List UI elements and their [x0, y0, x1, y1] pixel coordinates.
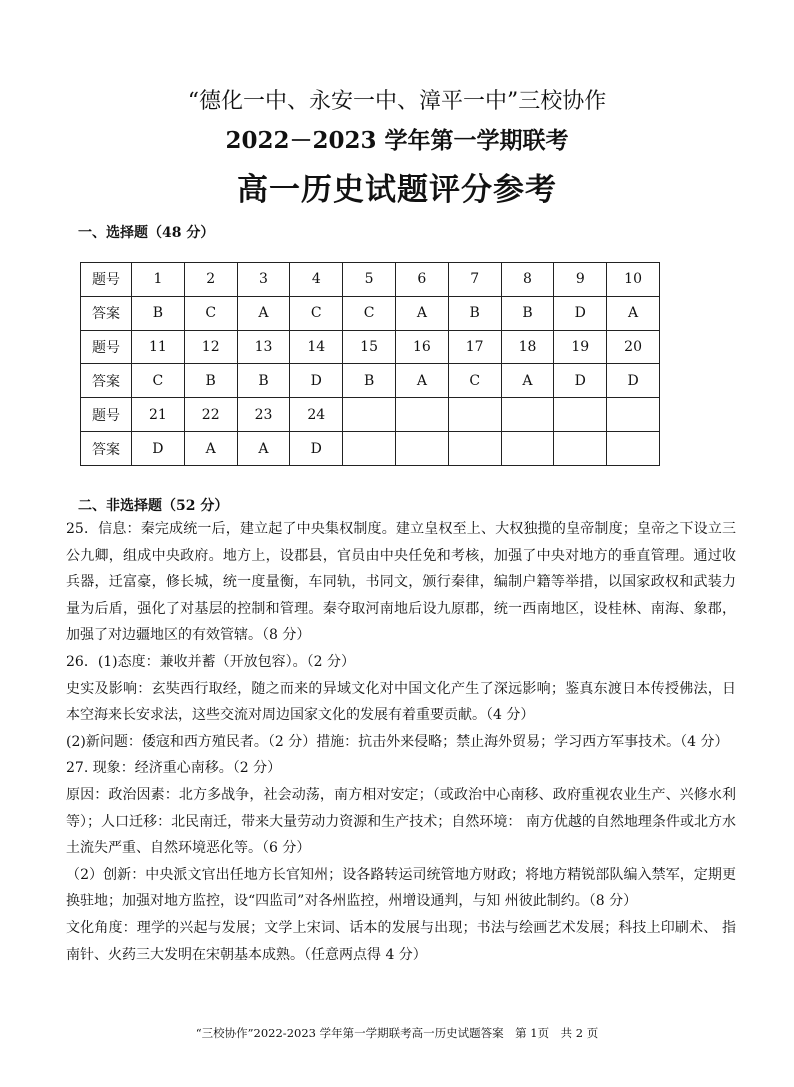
table-row [81, 296, 660, 330]
table-row [81, 364, 660, 398]
table-cell: 13 [237, 330, 290, 364]
table-cell: A [395, 296, 448, 330]
table-cell: D [290, 364, 343, 398]
table-cell: C [343, 296, 396, 330]
section2-heading: 二、非选择题（52 分） [78, 498, 229, 514]
table-row-header: 题号 [81, 398, 132, 432]
table-cell [343, 398, 396, 432]
answer-paragraph-q27-1: 27. 现象：经济重心南移。（2 分） [66, 760, 282, 777]
table-cell: B [343, 364, 396, 398]
answer-paragraph-q26-1-detail: 史实及影响：玄奘西行取经，随之而来的异域文化对中国文化产生了深远影响；鉴真东渡日本传授佛法，日本空海来长安求法，这些交流对周边国家文化的发展有着重要贡献。（4 分） [66, 680, 736, 724]
table-cell: 21 [132, 398, 185, 432]
table-cell: 10 [607, 263, 660, 297]
table-cell: 7 [448, 263, 501, 297]
table-cell: 11 [132, 330, 185, 364]
table-cell: A [184, 432, 237, 466]
table-cell: A [237, 296, 290, 330]
table-row [81, 398, 660, 432]
answer-paragraph-q26-2: (2)新问题：倭寇和西方殖民者。（2 分）措施：抗击外来侵略；禁止海外贸易；学习西方军事技术。（4 分） [66, 733, 729, 750]
table-cell: 3 [237, 263, 290, 297]
table-row [81, 432, 660, 466]
table-cell: 8 [501, 263, 554, 297]
page-footer: “三校协作”2022-2023 学年第一学期联考高一历史试题答案 第 1页 共 2 页 [195, 1026, 599, 1040]
table-cell: D [132, 432, 185, 466]
table-cell: C [184, 296, 237, 330]
table-cell: D [290, 432, 343, 466]
answer-paragraph-q27-2-culture: 文化角度：理学的兴起与发展；文学上宋词、话本的发展与出现；书法与绘画艺术发展；科技上印刷术、 指南针、火药三大发明在宋朝基本成熟。（任意两点得 4 分） [66, 919, 736, 963]
table-cell: C [290, 296, 343, 330]
table-cell [395, 398, 448, 432]
table-cell: 15 [343, 330, 396, 364]
table-cell [607, 432, 660, 466]
answer-paragraph-q25: 25．信息：秦完成统一后，建立起了中央集权制度。建立皇权至上、大权独揽的皇帝制度；皇帝之下设立三公九卿，组成中央政府。地方上，设郡县，官员由中央任免和考核，加强了中央对地方的垂直管理。通过收兵器，迁富豪，修长城，统一度量衡，车同轨，书同文，颁行秦律，编制户籍等举措，以国家政权和武装力量为后盾，强化了对基层的控制和管理。秦夺取河南地后设九原郡，统一西南地区，设桂林、南海、象郡，加强了对边疆地区的有效管辖。（8 分） [66, 521, 736, 644]
table-row-header: 题号 [81, 330, 132, 364]
table-cell: A [501, 364, 554, 398]
table-cell: B [448, 296, 501, 330]
table-cell: A [395, 364, 448, 398]
table-cell [343, 432, 396, 466]
answer-table [80, 262, 660, 466]
table-row-header: 答案 [81, 296, 132, 330]
table-cell [501, 432, 554, 466]
section1-heading: 一、选择题（48 分） [78, 225, 215, 241]
page-title: 高一历史试题评分参考 [237, 172, 557, 208]
table-cell [395, 432, 448, 466]
table-cell: B [237, 364, 290, 398]
table-cell: 14 [290, 330, 343, 364]
answer-paragraph-q27-1-cause: 原因：政治因素：北方多战争，社会动荡，南方相对安定；（或政治中心南移、政府重视农业生产、兴修水利等）；人口迁移：北民南迁，带来大量劳动力资源和生产技术；自然环境： 南方优越的自然地理条件或北方水土流失严重、自然环境恶化等。（6 分） [66, 786, 736, 857]
exam-header-line1: “德化一中、永安一中、漳平一中”三校协作 [187, 89, 607, 114]
table-row [81, 330, 660, 364]
table-cell: 23 [237, 398, 290, 432]
table-cell: D [554, 364, 607, 398]
answer-paragraph-q26-1: 26．(1)态度：兼收并蓄（开放包容）。（2 分） [66, 653, 356, 670]
table-cell: 18 [501, 330, 554, 364]
table-cell [554, 398, 607, 432]
table-cell: B [184, 364, 237, 398]
table-cell: C [448, 364, 501, 398]
table-cell: D [554, 296, 607, 330]
table-row-header: 答案 [81, 364, 132, 398]
table-cell [607, 398, 660, 432]
table-cell [448, 398, 501, 432]
table-cell: 24 [290, 398, 343, 432]
table-cell: 5 [343, 263, 396, 297]
table-cell: B [132, 296, 185, 330]
table-cell: A [607, 296, 660, 330]
table-cell: B [501, 296, 554, 330]
answer-paragraph-q27-2: （2）创新：中央派文官出任地方长官知州；设各路转运司统管地方财政；将地方精锐部队编入禁军，定期更换驻地；加强对地方监控，设“四监司”对各州监控，州增设通判，与知 州彼此制约。（8 分） [66, 866, 736, 910]
table-cell [448, 432, 501, 466]
table-cell: 9 [554, 263, 607, 297]
table-cell: 12 [184, 330, 237, 364]
table-cell: 22 [184, 398, 237, 432]
exam-header-line2: 2022－2023 学年第一学期联考 [225, 127, 569, 154]
table-cell: D [607, 364, 660, 398]
table-cell: 2 [184, 263, 237, 297]
table-row-header: 题号 [81, 263, 132, 297]
table-row-header: 答案 [81, 432, 132, 466]
table-cell: 20 [607, 330, 660, 364]
answer-body [66, 516, 736, 968]
table-row [81, 263, 660, 297]
table-cell: 17 [448, 330, 501, 364]
table-cell: 16 [395, 330, 448, 364]
table-cell: A [237, 432, 290, 466]
table-cell: 4 [290, 263, 343, 297]
table-cell: 19 [554, 330, 607, 364]
table-cell: C [132, 364, 185, 398]
table-cell [554, 432, 607, 466]
table-cell: 1 [132, 263, 185, 297]
table-cell: 6 [395, 263, 448, 297]
table-cell [501, 398, 554, 432]
